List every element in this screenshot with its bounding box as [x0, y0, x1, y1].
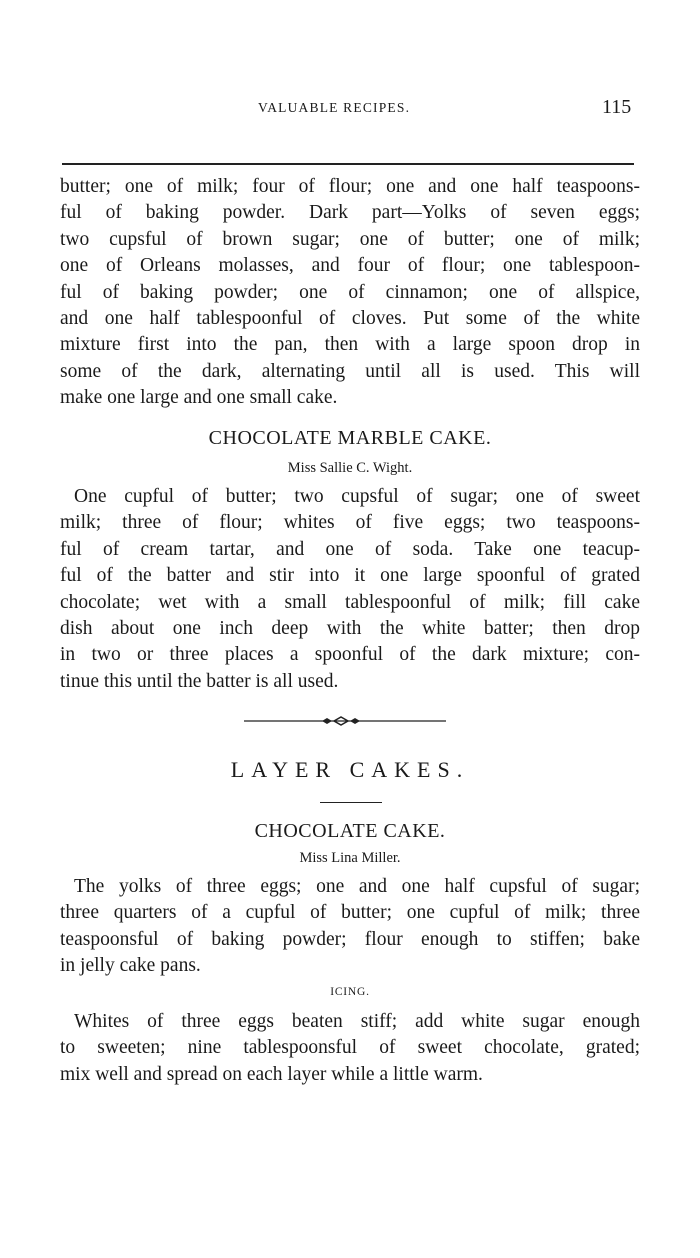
ornament-divider [244, 714, 446, 728]
recipe-title: CHOCOLATE MARBLE CAKE. [208, 427, 492, 449]
text-line: Whites of three eggs beaten stiff; add white sugar enough [74, 1011, 640, 1032]
text-line: ful of cream tartar, and one of soda. Take one teacup- [60, 538, 640, 560]
icing-body [60, 1009, 640, 1088]
recipe-title: CHOCOLATE CAKE. [254, 820, 446, 842]
section-title: LAYER CAKES. [230, 757, 470, 782]
page-number: 115 [602, 96, 632, 118]
text-line: ful of baking powder; one of cinnamon; one of allspice, [60, 281, 640, 303]
recipe-author: Miss Sallie C. Wight. [287, 460, 413, 476]
text-line: two cupsful of brown sugar; one of butter; one of milk; [60, 228, 640, 250]
text-line: three quarters of a cupful of butter; one cupful of milk; three [60, 902, 640, 924]
text-line: to sweeten; nine tablespoonsful of sweet chocolate, grated; [60, 1037, 640, 1059]
recipe-body [60, 874, 640, 980]
text-line: teaspoonsful of baking powder; flour enough to stiffen; bake [60, 928, 640, 950]
recipe-author: Miss Lina Miller. [299, 850, 401, 866]
text-line: some of the dark, alternating until all is used. This will [60, 360, 640, 382]
continued-paragraph [60, 174, 640, 412]
icing-title: ICING. [330, 986, 370, 998]
text-line: butter; one of milk; four of flour; one and one half teaspoons- [60, 176, 640, 197]
text-line: in two or three places a spoonful of the dark mixture; con- [60, 644, 640, 666]
text-line: make one large and one small cake. [60, 387, 338, 409]
text-line: one of Orleans molasses, and four of flour; one tablespoon- [60, 255, 640, 277]
section-rule [320, 802, 382, 803]
header-rule [62, 163, 634, 165]
running-title: VALUABLE RECIPES. [258, 100, 411, 115]
text-line: ful of baking powder. Dark part—Yolks of seven eggs; [60, 202, 640, 224]
running-header [0, 96, 700, 120]
text-line: dish about one inch deep with the white batter; then drop [60, 617, 640, 639]
text-line: chocolate; wet with a small tablespoonful of milk; fill cake [60, 591, 640, 613]
text-line: tinue this until the batter is all used. [60, 670, 339, 692]
text-line: and one half tablespoonful of cloves. Put some of the white [60, 307, 640, 329]
recipe-body [60, 484, 640, 695]
text-line: milk; three of flour; whites of five eggs; two teaspoons- [60, 512, 640, 534]
text-line: The yolks of three eggs; one and one half cupsful of sugar; [74, 876, 640, 897]
text-line: ful of the batter and stir into it one large spoonful of grated [60, 565, 640, 587]
text-line: mix well and spread on each layer while a little warm. [60, 1063, 483, 1085]
text-line: in jelly cake pans. [60, 955, 201, 977]
text-line: mixture first into the pan, then with a large spoon drop in [60, 334, 640, 356]
text-line: One cupful of butter; two cupsful of sugar; one of sweet [74, 486, 640, 507]
